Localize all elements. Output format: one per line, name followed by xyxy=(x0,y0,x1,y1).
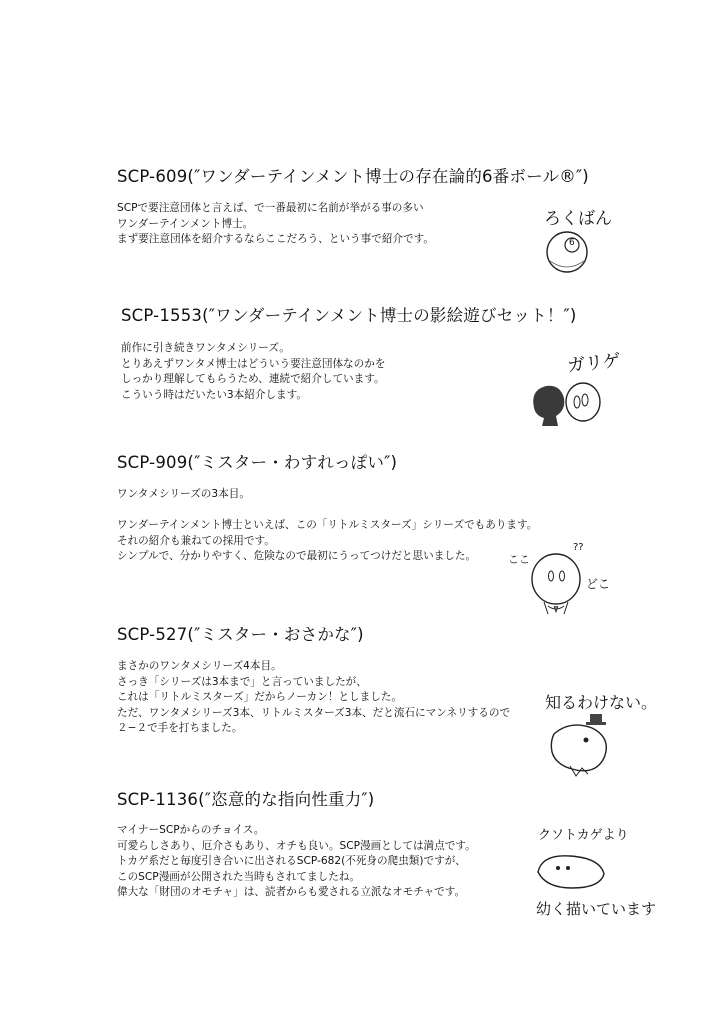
section-5-caption-bottom: 幼く描いています xyxy=(536,900,657,918)
section-4-line-5: ２−２で手を打ちました。 xyxy=(117,722,243,734)
section-3-line-2 xyxy=(117,503,537,519)
section-5-line-1: マイナーSCPからのチョイス。 xyxy=(117,824,265,836)
section-5-title: SCP-1136(″恣意的な指向性重力″) xyxy=(117,790,375,809)
section-5-line-2: 可愛らしさあり、厄介さもあり、オチも良い。SCP漫画としては満点です。 xyxy=(117,839,476,852)
lizard-doodle xyxy=(534,850,610,896)
section-3-body xyxy=(117,487,537,565)
section-3-line-1: ワンタメシリーズの3本目。 xyxy=(117,488,250,500)
section-2-line-3: しっかり理解してもらうため、連続で紹介しています。 xyxy=(121,373,385,385)
section-3-line-4: それの紹介も兼ねての採用です。 xyxy=(117,534,275,547)
section-4-line-1: まさかのワンタメシリーズ4本目。 xyxy=(117,660,282,672)
section-1-line-2: ワンダーテインメント博士。 xyxy=(117,217,254,230)
section-1-title: SCP-609(″ワンダーテインメント博士の存在論的6番ボール®″) xyxy=(117,167,589,186)
section-4-line-2: さっき「シリーズは3本まで」と言っていましたが、 xyxy=(117,675,367,688)
section-5-body xyxy=(117,823,476,901)
section-1-caption: ろくばん xyxy=(544,209,612,229)
section-3-caption-right: どこ xyxy=(586,577,611,591)
section-4-caption: 知るわけない。 xyxy=(545,693,658,712)
section-1-line-3: まず要注意団体を紹介するならここだろう、という事で紹介です。 xyxy=(117,233,434,245)
section-3-title: SCP-909(″ミスター・わすれっぽい″) xyxy=(117,453,398,472)
section-5-line-5: 偉大な「財団のオモチャ」は、読者からも愛される立派なオモチャです。 xyxy=(117,886,466,898)
section-2-title: SCP-1553(″ワンダーテインメント博士の影絵遊びセット！″) xyxy=(121,306,577,325)
eight-ball-doodle xyxy=(542,228,592,280)
section-4-title: SCP-527(″ミスター・おさかな″) xyxy=(117,625,364,644)
mister-fish-doodle xyxy=(540,712,620,782)
section-2-line-1: 前作に引き続きワンタメシリーズ。 xyxy=(121,342,290,354)
section-5-caption-top: クソトカゲより xyxy=(538,828,629,843)
section-4-line-3: これは「リトルミスターズ」だからノーカン！としました。 xyxy=(117,691,402,703)
section-2-line-2: とりあえずワンタメ博士はどういう要注意団体なのかを xyxy=(121,357,386,370)
section-1-body xyxy=(117,201,434,248)
section-4-body xyxy=(117,659,510,737)
section-5-line-3: トカゲ系だと毎度引き合いに出されるSCP-682(不死身の爬虫類)ですが、 xyxy=(117,855,466,867)
section-2-line-4: こういう時はだいたい3本紹介します。 xyxy=(121,388,307,401)
section-3-caption-top: ?? xyxy=(573,542,584,553)
section-4-line-4: ただ、ワンタメシリーズ3本、リトルミスターズ3本、だと流石にマンネリするので xyxy=(117,706,511,719)
section-3-caption-left: ここ xyxy=(508,553,530,566)
section-2-body xyxy=(121,341,385,403)
section-3-line-3: ワンダーテインメント博士といえば、この「リトルミスターズ」シリーズでもあります。 xyxy=(117,519,538,531)
section-1-line-1: SCPで要注意団体と言えば、で一番最初に名前が挙がる事の多い xyxy=(117,202,424,214)
section-5-line-4: このSCP漫画が公開された当時もされてましたね。 xyxy=(117,870,360,883)
mister-forgetful-doodle xyxy=(524,552,586,622)
section-3-line-5: シンプルで、分かりやすく、危険なので最初にうってつけだと思いました。 xyxy=(117,550,477,562)
section-2-caption: ガリゲ xyxy=(566,350,622,377)
shadow-puppet-doodle xyxy=(528,378,608,434)
eight-ball-number: 6 xyxy=(569,238,575,248)
